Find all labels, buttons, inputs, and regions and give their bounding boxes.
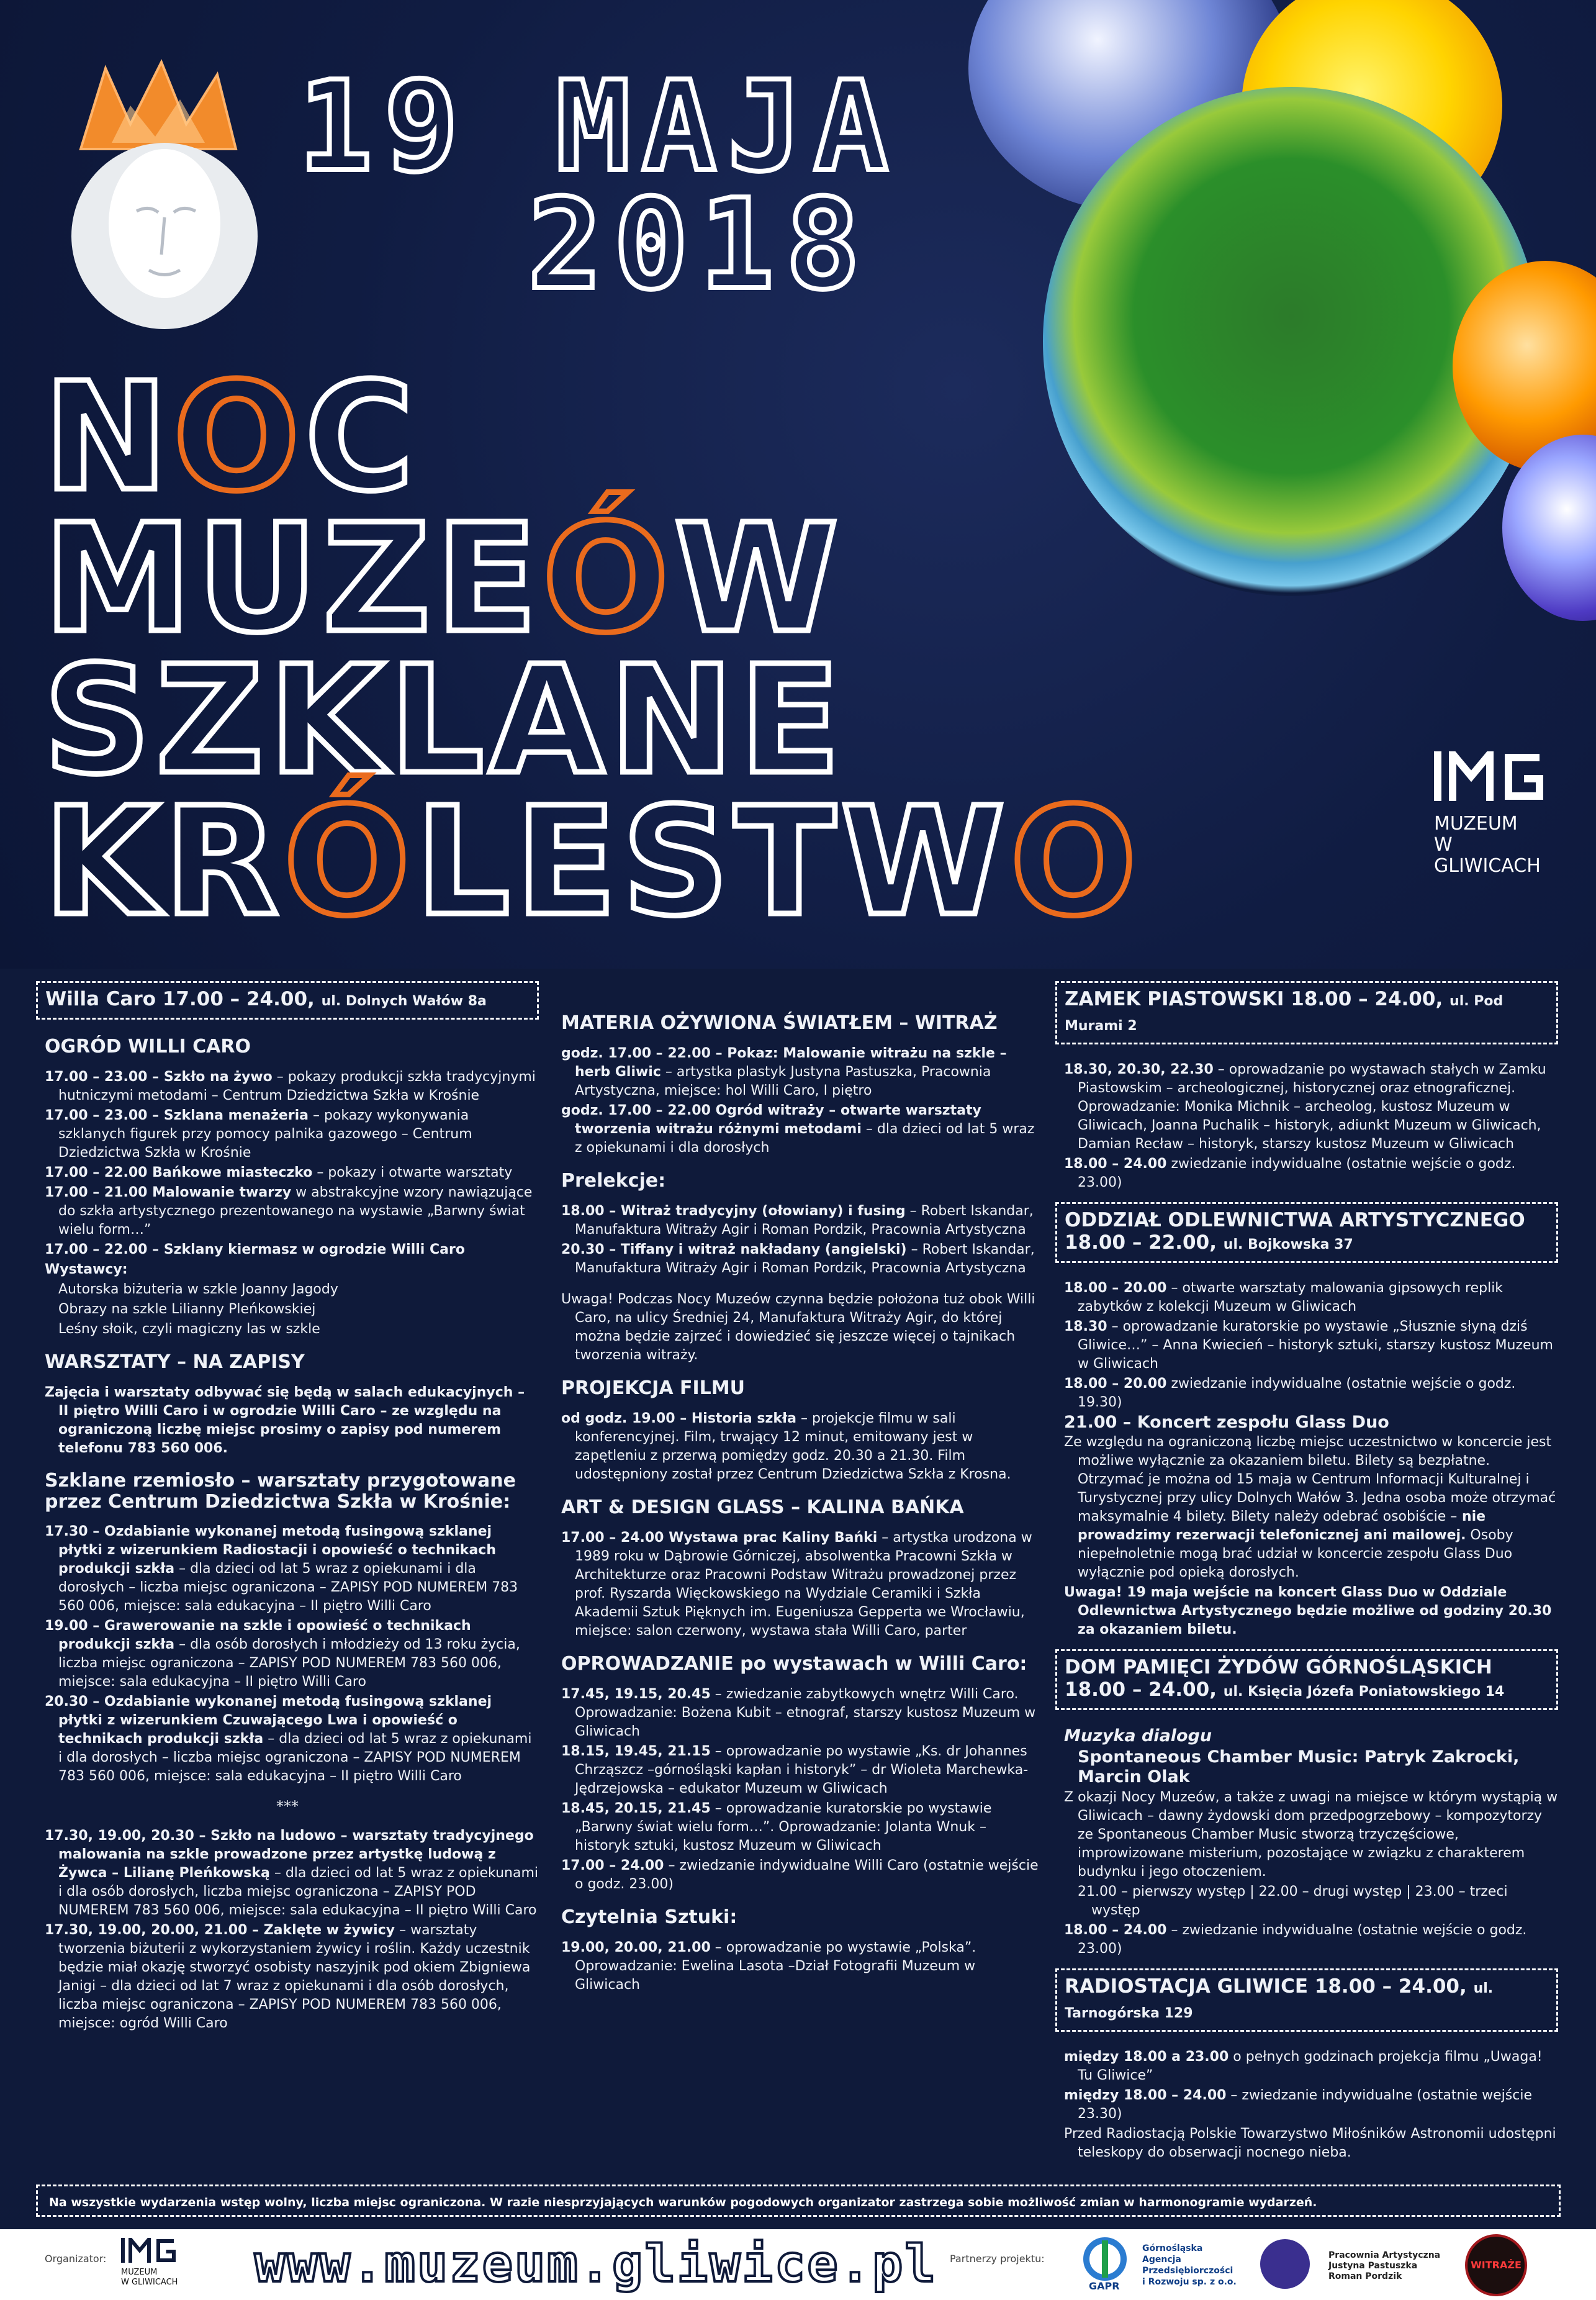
concert-desc: Z okazji Nocy Muzeów, a także z uwagi na miejsce w którym wystąpią w Gliwicach – dawny żydowski dom przedpogrzebowy – kompozytorzy ze Spontaneous Chamber Music stworzą trzyczęściowe, improwizowane misterium, pozostające w związku z charakterem budynku i jego otoczeniem. — [1064, 1790, 1558, 1880]
lecture-item: 18.00 – Witraż tradycyjny (ołowiany) i fusing – Robert Iskandar, Manufaktura Witraży Agir i Roman Pordzik, Pracownia Artystyczna — [561, 1203, 1034, 1238]
title-line-4 — [43, 775, 1223, 949]
title-text: W — [674, 492, 844, 666]
event-item: 18.00 – 20.00 zwiedzanie indywidualne (ostatnie wejście o godz. 19.30) — [1064, 1376, 1516, 1410]
section-heading: Czytelnia Sztuki: — [561, 1906, 737, 1928]
title-text: LESTW — [415, 775, 1010, 949]
exhibitor-item: Leśny słoik, czyli magiczny las w szkle — [58, 1321, 320, 1337]
date-day-month: 19 MAJA — [298, 55, 899, 199]
title-accent: O — [173, 350, 305, 524]
title-accent: Ó — [542, 492, 674, 666]
glass-queen-icon — [56, 56, 279, 335]
section-heading: WARSZTATY – NA ZAPISY — [45, 1351, 305, 1373]
exhibitor-item: Obrazy na szkle Lilianny Pleńkowskiej — [58, 1302, 316, 1317]
exhibitors-label: Wystawcy: — [45, 1262, 128, 1277]
tour-item: 17.45, 19.15, 20.45 – zwiedzanie zabytkowych wnętrz Willi Caro. Oprowadzanie: Bożena Kubit – etnograf, starszy kustosz Muzeum w Gliwicach — [561, 1687, 1036, 1739]
partner-pracownia: Pracownia Artystyczna Justyna Pastuszka Roman Pordzik — [1328, 2250, 1441, 2281]
workshop-item: 17.30, 19.00, 20.30 – Szkło na ludowo – warsztaty tradycyjnego malowania na szkle prowadzone przez artystkę ludową z Żywca – Lilianę Pleńkowską – dla dzieci od lat 5 wraz z opiekunami i dla osób dorosłych, liczba miejsc ograniczona – ZAPISY POD NUMEREM 783 560 006, miejsce: sala edukacyjna – II piętro Willi Caro — [45, 1828, 539, 1918]
venue-header-dom-pamieci: DOM PAMIĘCI ŻYDÓW GÓRNOŚLĄSKICH 18.00 – 24.00, ul. Księcia Józefa Poniatowskiego 14 — [1055, 1649, 1558, 1710]
section-heading: OPROWADZANIE po wystawach w Willi Caro: — [561, 1653, 1027, 1675]
section-heading: Szklane rzemiosło – warsztaty przygotowane przez Centrum Dziedzictwa Szkła w Krośnie: — [45, 1470, 516, 1513]
event-item: między 18.00 a 23.00 o pełnych godzinach projekcja filmu „Uwaga! Tu Gliwice” — [1064, 2049, 1543, 2083]
exhibition-item: 17.00 – 24.00 Wystawa prac Kaliny Bańki – artystka urodzona w 1989 roku w Dąbrowie Górniczej, absolwentka Pracowni Szkła w Architekturze oraz Pracowni Podstaw Witrażu prowadzonej przez prof. Ryszarda Więckowskiego na Wydziale Ceramiki i Szkła Akademii Sztuk Pięknych im. Eugeniusza Gepperta we Wrocławiu, miejsce: salon czerwony, wystawa stała Willi Caro, parter — [561, 1530, 1032, 1639]
gapr-name: Górnośląska Agencja Przedsiębiorczości i Rozwoju sp. z o.o. — [1142, 2243, 1237, 2287]
venue-header-willa-caro: Willa Caro 17.00 – 24.00, ul. Dolnych Wałów 8a — [36, 981, 539, 1020]
organizer-logo-text: MUZEUM W GLIWICACH — [121, 2268, 178, 2287]
column-willa-caro-2 — [552, 981, 1043, 1996]
witraze-text: WITRAŻE — [1471, 2259, 1522, 2271]
footer-note: Na wszystkie wydarzenia wstęp wolny, liczba miejsc ograniczona. W razie niesprzyjających warunków pogodowych organizator zastrzega sobie możliwość zmian w harmonogramie wydarzeń. — [36, 2185, 1561, 2217]
website-link[interactable]: www.muzeum.gliwice.pl — [255, 2235, 937, 2294]
event-item: 17.00 – 23.00 – Szkło na żywo – pokazy produkcji szkła tradycyjnymi hutniczymi metodami – Centrum Dziedzictwa Szkła w Krośnie — [45, 1069, 536, 1103]
section-heading: ART & DESIGN GLASS – KALINA BAŃKA — [561, 1496, 964, 1518]
tour-item: 18.15, 19.45, 21.15 – oprowadzanie po wystawie „Ks. dr Johannes Chrząszcz –górnośląski kapłan i historyk” – dr Wioleta Marchewka-Jędrzejowska – edukator Muzeum w Gliwicach — [561, 1744, 1029, 1796]
event-item: 18.30, 20.30, 22.30 – oprowadzanie po wystawach stałych w Zamku Piastowskim – archeologicznej, historycznej oraz etnograficznej. Oprowadzanie: Monika Michnik – archeolog, kustosz Muzeum w Gliwicach, Joanna Puchalik – historyk, adiunkt Muzeum w Gliwicach, Damian Recław – historyk, starszy kustosz Muzeum w Gliwicach — [1064, 1062, 1546, 1152]
tour-item: 18.45, 20.15, 21.45 – oprowadzanie kuratorskie po wystawie „Barwny świat wielu form…”. Oprowadzanie: Jolanta Wnuk – historyk sztuki, kustosz Muzeum w Gliwicach — [561, 1801, 992, 1854]
event-item: 18.30 – oprowadzanie kuratorskie po wystawie „Słusznie słyną dziś Gliwice…” – Anna Kwiecień – historyk sztuki, starszy kustosz Muzeum w Gliwicach — [1064, 1319, 1553, 1372]
event-item: 17.00 – 21.00 Malowanie twarzy w abstrakcyjne wzory nawiązujące do szkła artystycznego prezentowanego na wystawie „Barwny świat wielu form…” — [45, 1185, 533, 1238]
venue-header-odlewnictwo: ODDZIAŁ ODLEWNICTWA ARTYSTYCZNEGO 18.00 – 22.00, ul. Bojkowska 37 — [1055, 1202, 1558, 1263]
column-willa-caro — [36, 981, 539, 2034]
exhibitor-item: Autorska biżuteria w szkle Joanny Jagody — [58, 1282, 338, 1297]
hero-banner — [0, 0, 1596, 969]
section-heading: Prelekcje: — [561, 1170, 666, 1192]
title-text: MUZE — [43, 492, 543, 666]
event-item: 18.00 – 24.00 – zwiedzanie indywidualne (ostatnie wejście o godz. 23.00) — [1064, 1922, 1527, 1957]
workshop-item: 17.30 – Ozdabianie wykonanej metodą fusingową szklanej płytki z wizerunkiem Radiostacji i opowieść o technikach produkcji szkła – dla dzieci od lat 5 wraz z opiekunami i dla dorosłych – liczba miejsc ograniczona – ZAPISY POD NUMEREM 783 560 006, miejsce: sala edukacyjna – II piętro Willi Caro — [45, 1524, 518, 1614]
concert-title: Spontaneous Chamber Music: Patryk Zakrocki, Marcin Olak — [1078, 1747, 1520, 1786]
bottom-strip — [0, 2229, 1596, 2300]
title-line-2 — [43, 492, 1223, 666]
note-text: Uwaga! Podczas Nocy Muzeów czynna będzie położona tuż obok Willi Caro, na ulicy Średniej 24, Manufaktura Witraży Agir, do której można będzie zajrzeć i dowiedzieć się jeszcze więcej o tajnikach tworzenia witraży. — [561, 1292, 1035, 1363]
tour-item: 19.00, 20.00, 21.00 – oprowadzanie po wystawie „Polska”. Oprowadzanie: Ewelina Lasota –Dział Fotografii Muzeum w Gliwicach — [561, 1940, 976, 1993]
section-heading: MATERIA OŻYWIONA ŚWIATŁEM – WITRAŻ — [561, 1012, 998, 1034]
lecture-item: 20.30 – Tiffany i witraż nakładany (angielski) – Robert Iskandar, Manufaktura Witraży Agir i Roman Pordzik, Pracownia Artystyczna — [561, 1242, 1035, 1276]
concert-info: Ze względu na ograniczoną liczbę miejsc uczestnictwo w koncercie jest możliwe wyłącznie za okazaniem biletu. Bilety są bezpłatne. Otrzymać je można od 15 maja w Centrum Informacji Kulturalnej i Turystycznej przy ulicy Dolnych Wałów 3. Jedna osoba może otrzymać maksymalnie 4 bilety. Bilety należy odebrać osobiście – nie prowadzimy rezerwacji telefonicznej ani mailowej. Osoby niepełnoletnie mogą brać udział w koncercie zespołu Glass Duo wyłącznie pod opieką dorosłych. — [1064, 1434, 1556, 1580]
event-item: 17.00 – 23.00 – Szklana menażeria – pokazy wykonywania szklanych figurek przy pomocy palnika gazowego – Centrum Dziedzictwa Szkła w Krośnie — [45, 1108, 472, 1161]
workshop-item: 19.00 – Grawerowanie na szkle i opowieść o technikach produkcji szkła – dla osób dorosłych i młodzieży od 13 roku życia, liczba miejsc ograniczona – ZAPISY POD NUMEREM 783 560 006, miejsce: sala edukacyjna – II piętro Willi Caro — [45, 1618, 520, 1690]
gapr-short: GAPR — [1089, 2280, 1120, 2292]
organizer-label: Organizator: — [45, 2253, 107, 2265]
venue-header-radiostacja: RADIOSTACJA GLIWICE 18.00 – 24.00, ul. Tarnogórska 129 — [1055, 1968, 1558, 2032]
concert-item: 21.00 – Koncert zespołu Glass Duo — [1064, 1413, 1389, 1432]
organizer-logo — [121, 2238, 196, 2288]
event-item: 17.00 – 22.00 – Szklany kiermasz w ogrodzie Willi Caro — [45, 1242, 465, 1257]
event-item: 17.00 – 22.00 Bańkowe miasteczko – pokazy i otwarte warsztaty — [45, 1165, 513, 1180]
title-accent: Ó — [283, 775, 415, 949]
partner-witraze-logo — [1465, 2234, 1527, 2296]
venue-header-zamek: ZAMEK PIASTOWSKI 18.00 – 24.00, ul. Pod Murami 2 — [1055, 981, 1558, 1044]
concert-series: Muzyka dialogu — [1064, 1726, 1212, 1745]
event-item: 18.00 – 20.00 – otwarte warsztaty malowania gipsowych replik zabytków z kolekcji Muzeum w Gliwicach — [1064, 1280, 1504, 1315]
separator: *** — [276, 1798, 299, 1815]
partner-gapr-logo — [1074, 2235, 1260, 2295]
workshop-item: 20.30 – Ozdabianie wykonanej metodą fusingową szklanej płytki z wizerunkiem Czuwającego Lwa i opowieść o technikach produkcji szkła – dla dzieci od lat 5 wraz z opiekunami i dla dorosłych – liczba miejsc ograniczona – ZAPISY POD NUMEREM 783 560 006, miejsce: sala edukacyjna – II piętro Willi Caro — [45, 1694, 532, 1784]
section-heading: PROJEKCJA FILMU — [561, 1377, 745, 1399]
concert-note: Uwaga! 19 maja wejście na koncert Glass Duo w Oddziale Odlewnictwa Artystycznego będzie możliwe od godziny 20.30 za okazaniem biletu. — [1064, 1585, 1552, 1637]
section-heading: OGRÓD WILLI CARO — [45, 1036, 251, 1057]
poster-title — [43, 350, 1223, 949]
concert-times: 21.00 – pierwszy występ | 22.00 – drugi występ | 23.00 – trzeci występ — [1078, 1884, 1508, 1918]
title-text: N — [43, 350, 173, 524]
title-line-1 — [43, 350, 1223, 524]
date-year: 2018 — [528, 173, 872, 317]
column-other-venues — [1055, 981, 1558, 2163]
film-item: od godz. 19.00 – Historia szkła – projekcje filmu w sali konferencyjnej. Film, trwający 12 minut, emitowany jest w zapętleniu z przerwą pomiędzy godz. 20.30 a 21.30. Film udostępniony został przez Centrum Dziedzictwa Szkła z Krosna. — [561, 1411, 1011, 1482]
event-item: godz. 17.00 – 22.00 Ogród witraży – otwarte warsztaty tworzenia witrażu różnymi metodami – dla dzieci od lat 5 wraz z opiekunami i dla dorosłych — [561, 1103, 1035, 1156]
title-line-3: SZKLANE — [43, 633, 846, 807]
title-accent: O — [1009, 775, 1142, 949]
title-text: KR — [43, 775, 284, 949]
event-item: 18.00 – 24.00 zwiedzanie indywidualne (ostatnie wejście o godz. 23.00) — [1064, 1156, 1516, 1190]
title-text: C — [304, 350, 420, 524]
partner-seal-icon — [1260, 2239, 1310, 2289]
museum-logo — [1434, 751, 1564, 877]
workshop-note: Zajęcia i warsztaty odbywać się będą w salach edukacyjnych – II piętro Willi Caro i w ogrodzie Willi Caro – ze względu na ograniczoną liczbę miejsc prosimy o zapisy pod numerem telefonu 783 560 006. — [45, 1385, 525, 1456]
event-item: godz. 17.00 – 22.00 – Pokaz: Malowanie witrażu na szkle – herb Gliwic – artystka plastyk Justyna Pastuszka, Pracownia Artystyczna, miejsce: hol Willi Caro, I piętro — [561, 1046, 1007, 1098]
event-item: Przed Radiostacją Polskie Towarzystwo Miłośników Astronomii udostępni teleskopy do obserwacji nocnego nieba. — [1064, 2126, 1556, 2160]
event-date — [298, 55, 1105, 317]
workshop-item: 17.30, 19.00, 20.00, 21.00 – Zaklęte w żywicy – warsztaty tworzenia biżuterii z wykorzystaniem żywicy i roślin. Każdy uczestnik będzie miał okazję stworzyć osobisty naszyjnik pod okiem Zbigniewa Janigi – dla dzieci od lat 7 wraz z opiekunami i dla osób dorosłych, liczba miejsc ograniczona – ZAPISY POD NUMEREM 783 560 006, miejsce: ogród Willi Caro — [45, 1922, 531, 2031]
tour-item: 17.00 – 24.00 – zwiedzanie indywidualne Willi Caro (ostatnie wejście o godz. 23.00) — [561, 1858, 1039, 1892]
museum-logo-icon — [121, 2238, 177, 2263]
partners-label: Partnerzy projektu: — [950, 2253, 1045, 2265]
event-item: między 18.00 – 24.00 – zwiedzanie indywidualne (ostatnie wejście 23.30) — [1064, 2088, 1532, 2122]
logo-text: MUZEUM W GLIWICACH — [1434, 813, 1541, 877]
museum-logo-icon — [1434, 751, 1546, 801]
